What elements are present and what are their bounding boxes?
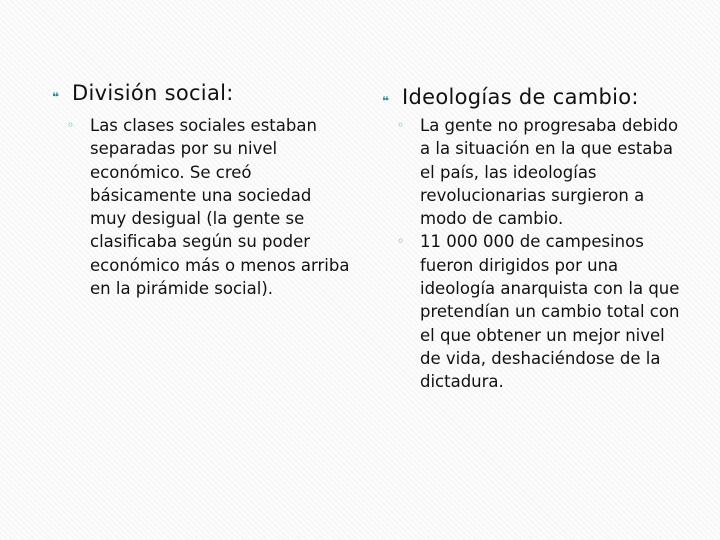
item-text: La gente no progresaba debido a la situación en la que estaba el país, las ideologías revolucionarias surgieron a modo de cambio. (420, 116, 679, 229)
sub-bullet-list (382, 114, 682, 394)
item-text: Las clases sociales estaban separadas por su nivel económico. Se creó básicamente una sociedad muy desigual (la gente se clasificaba según su poder económico más o menos arriba en la pirámide social). (90, 116, 350, 299)
item-text: 11 000 000 de campesinos fueron dirigidos por una ideología anarquista con la que pretendían un cambio total con el que obtener un mejor nivel de vida, deshaciéndose de la dictadura. (420, 232, 680, 392)
circle-bullet-icon: ◦ (67, 118, 75, 132)
bullet-icon: ❝ (382, 94, 390, 108)
sub-bullet-list (52, 114, 352, 300)
list-item (382, 114, 682, 230)
list-item (382, 230, 682, 393)
heading-text: Ideologías de cambio: (402, 85, 639, 109)
section-heading (382, 82, 682, 112)
circle-bullet-icon: ◦ (397, 234, 405, 249)
left-column (52, 78, 352, 300)
section-heading (52, 78, 352, 108)
heading-text: División social: (72, 81, 234, 105)
bullet-icon: ❝ (52, 90, 60, 104)
right-column (382, 82, 682, 394)
list-item (52, 114, 352, 300)
circle-bullet-icon: ◦ (397, 118, 405, 132)
